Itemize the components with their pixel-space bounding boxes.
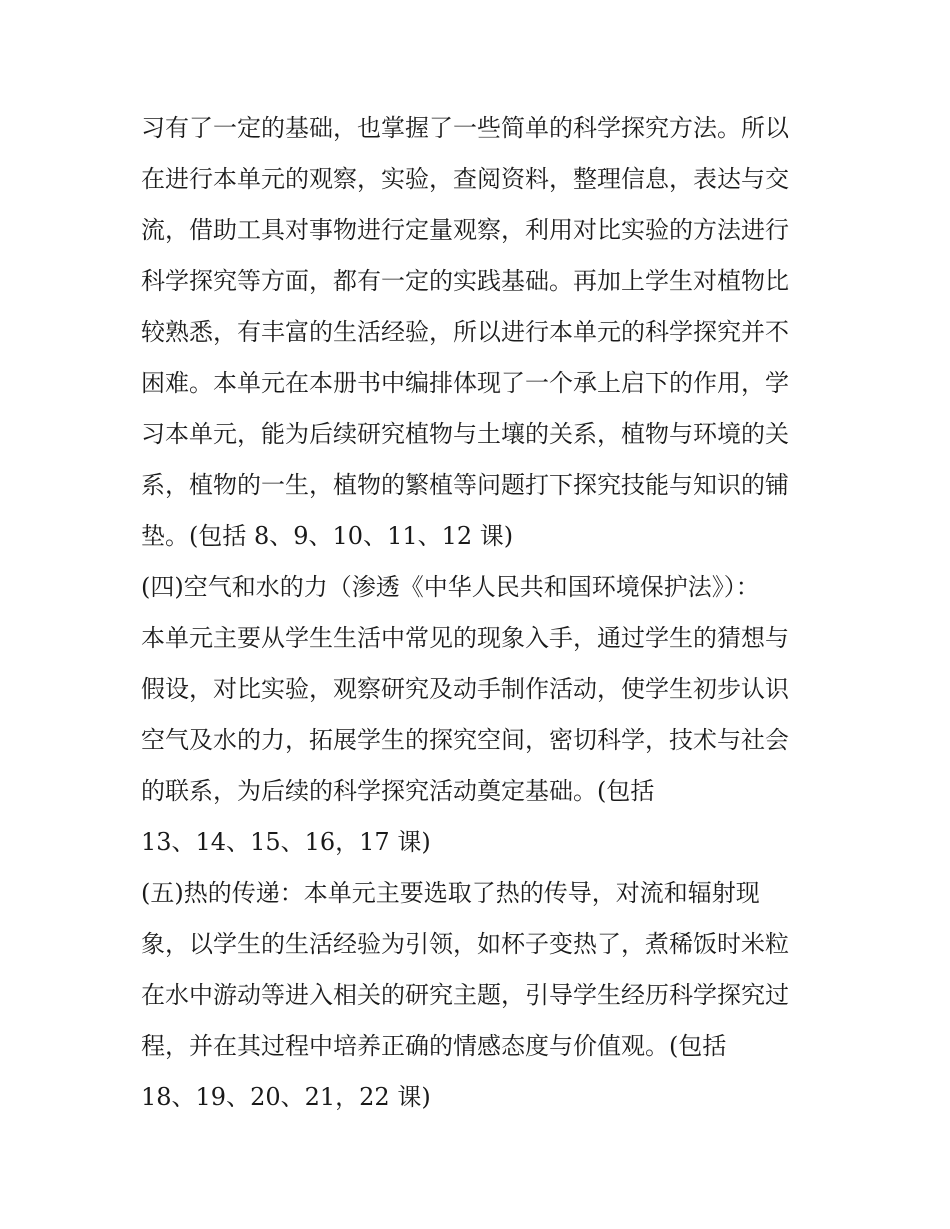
text-line: 习有了一定的基础，也掌握了一些简单的科学探究方法。所以: [141, 114, 789, 142]
text-line: 习本单元，能为后续研究植物与土壤的关系，植物与环境的关: [141, 420, 789, 448]
text-line: 本单元主要从学生生活中常见的现象入手，通过学生的猜想与: [141, 624, 789, 652]
text-line: 程，并在其过程中培养正确的情感态度与价值观。(包括: [141, 1032, 727, 1060]
text-line: 较熟悉，有丰富的生活经验，所以进行本单元的科学探究并不: [141, 318, 789, 346]
text-line: 系，植物的一生，植物的繁植等问题打下探究技能与知识的铺: [141, 471, 789, 499]
text-line: 空气及水的力，拓展学生的探究空间，密切科学，技术与社会: [141, 726, 789, 754]
text-line: 在进行本单元的观察，实验，查阅资料，整理信息，表达与交: [141, 165, 789, 193]
text-line: 流，借助工具对事物进行定量观察，利用对比实验的方法进行: [141, 216, 789, 244]
text-line: 象，以学生的生活经验为引领，如杯子变热了，煮稀饭时米粒: [141, 930, 789, 958]
text-line: 的联系，为后续的科学探究活动奠定基础。(包括: [141, 777, 655, 805]
text-line: 垫。(包括 8、9、10、11、12 课): [141, 522, 514, 550]
text-line: 13、14、15、16，17 课): [141, 828, 431, 856]
text-line: 假设，对比实验，观察研究及动手制作活动，使学生初步认识: [141, 675, 789, 703]
text-line: 困难。本单元在本册书中编排体现了一个承上启下的作用，学: [141, 369, 789, 397]
section-heading-line: (四)空气和水的力（渗透《中华人民共和国环境保护法》）：: [141, 573, 760, 601]
text-line: 科学探究等方面，都有一定的实践基础。再加上学生对植物比: [141, 267, 789, 295]
section-heading-line: (五)热的传递：本单元主要选取了热的传导，对流和辐射现: [141, 879, 760, 907]
text-line: 18、19、20、21，22 课): [141, 1083, 431, 1111]
text-line: 在水中游动等进入相关的研究主题，引导学生经历科学探究过: [141, 981, 789, 1009]
